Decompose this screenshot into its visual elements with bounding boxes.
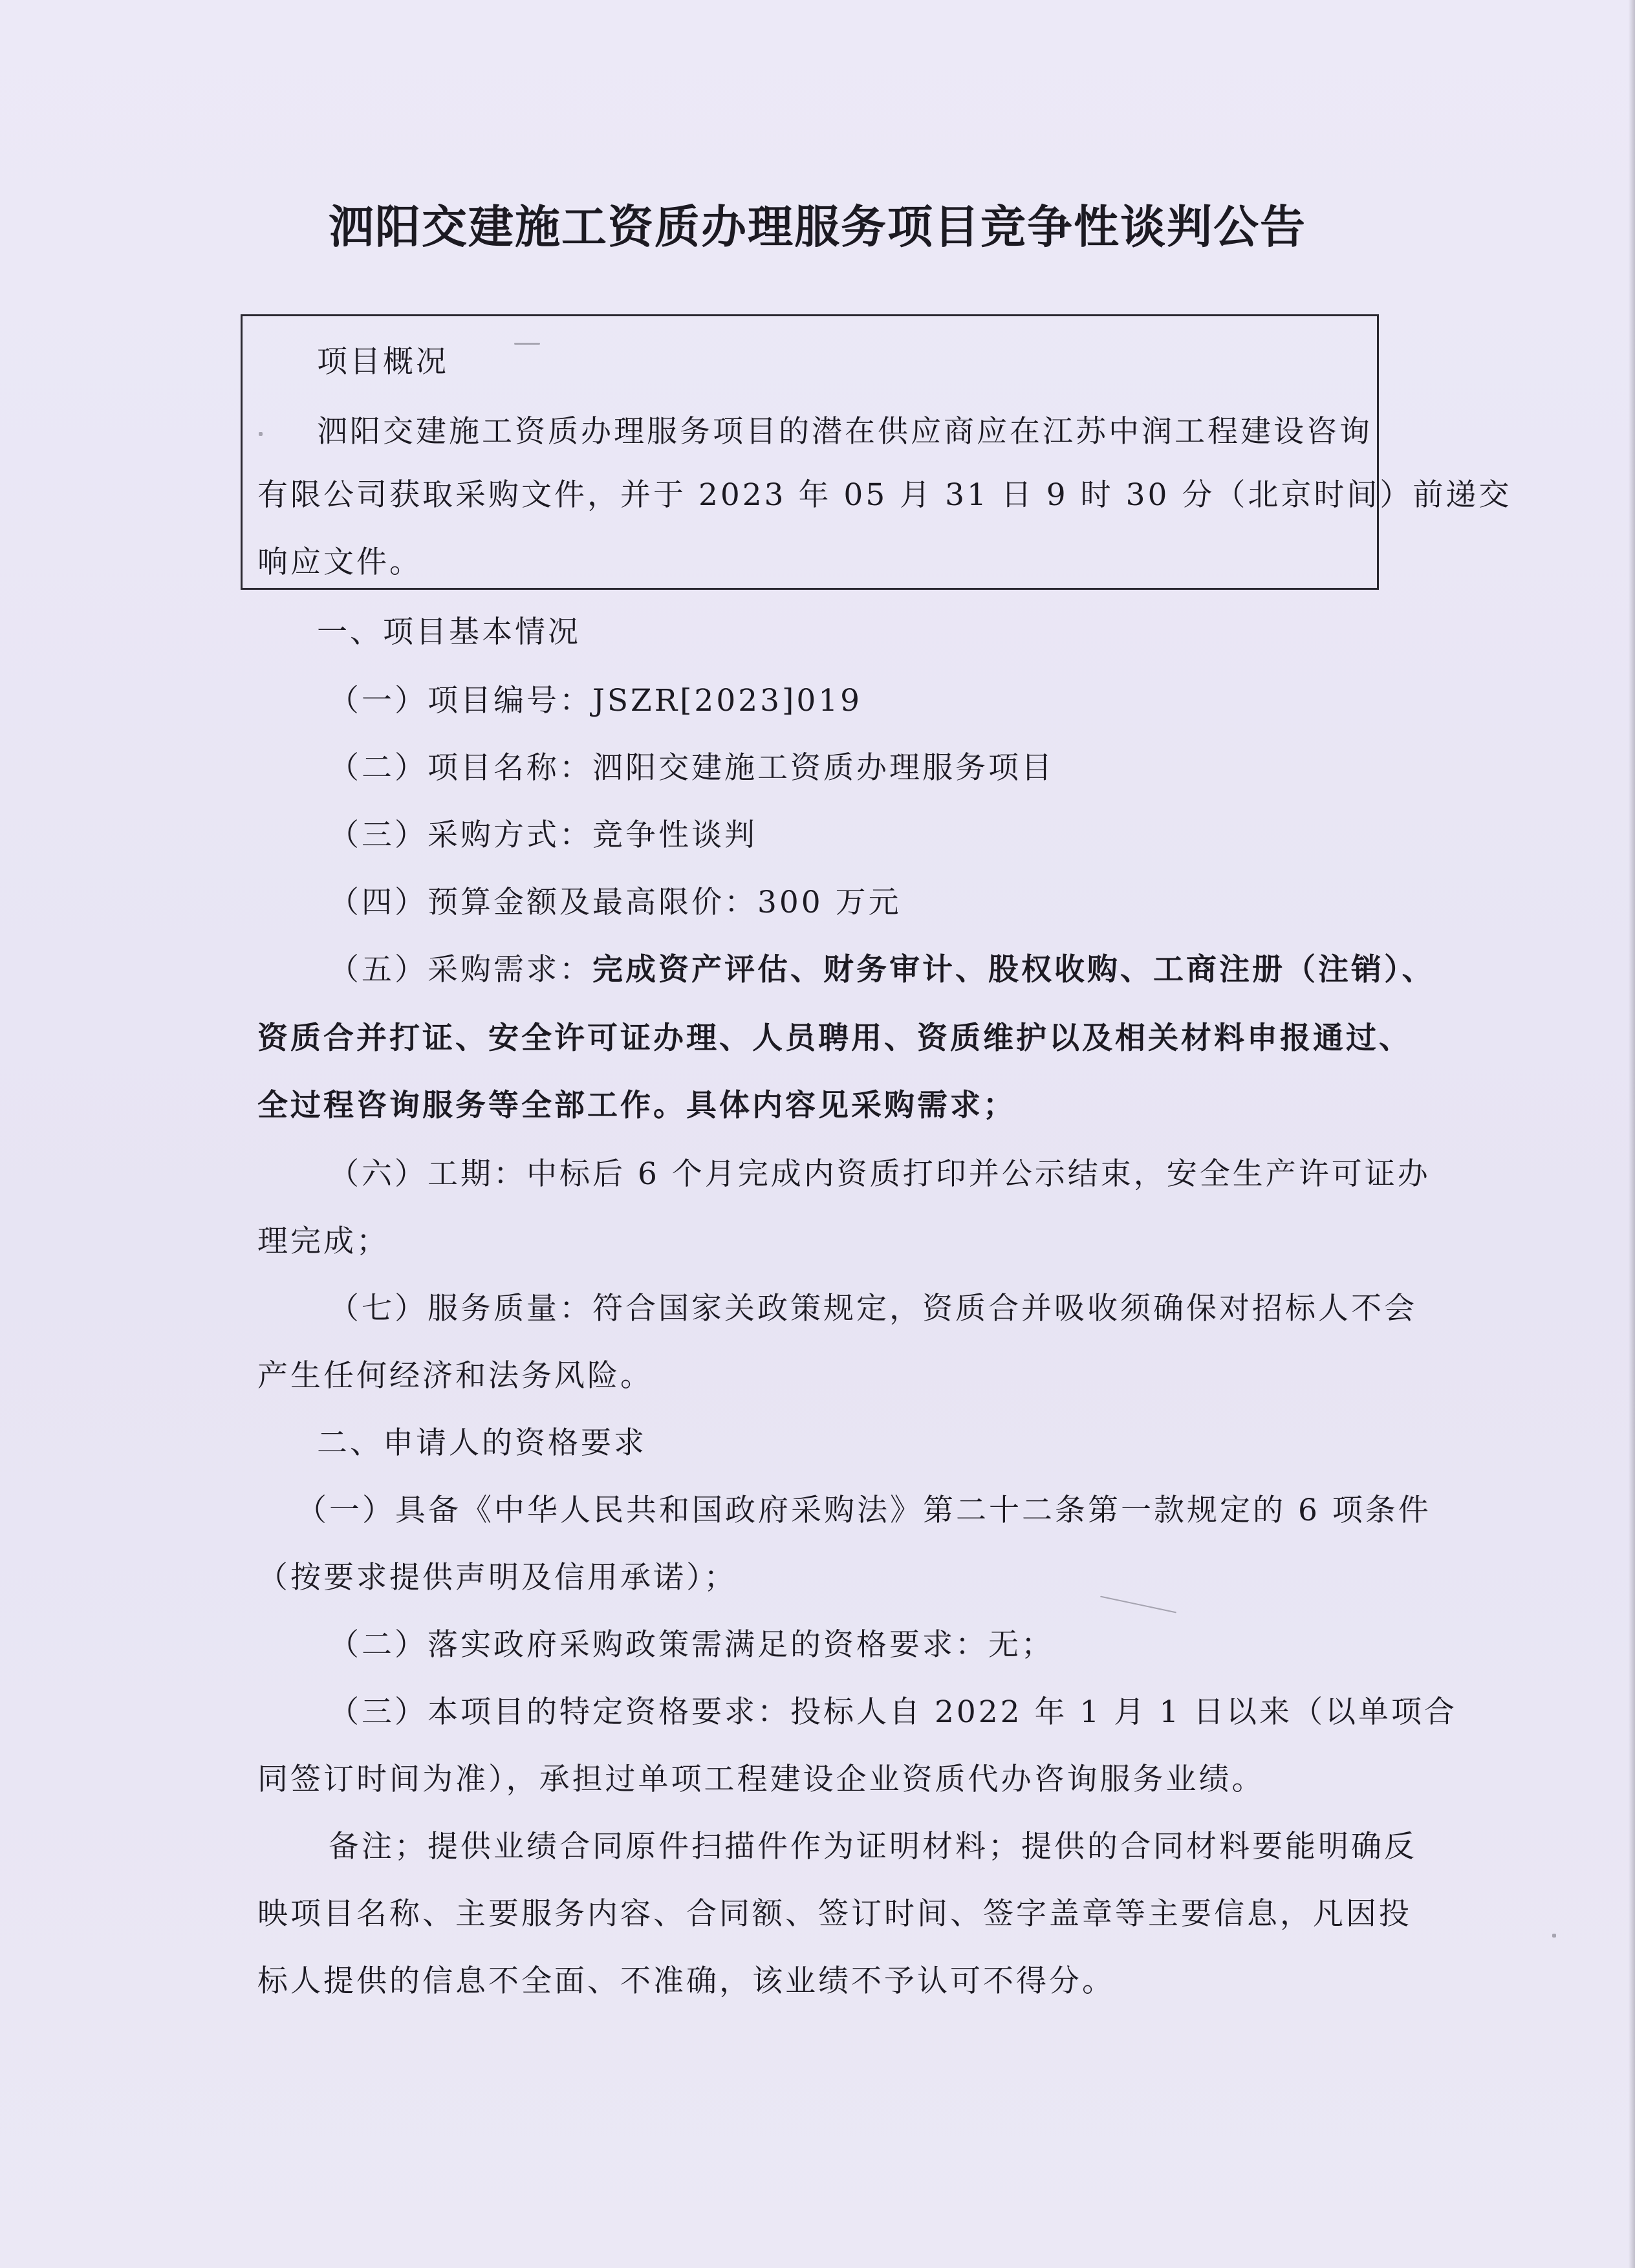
- section2-note-line-2: 映项目名称、主要服务内容、合同额、签订时间、签字盖章等主要信息，凡因投: [257, 1896, 1412, 1932]
- section1-item7-line-2: 产生任何经济和法务风险。: [257, 1358, 653, 1394]
- scan-speck: [259, 432, 263, 436]
- section1-item5-label: （五）采购需求：: [329, 952, 592, 988]
- section1-item7-line-1: （七）服务质量：符合国家关政策规定，资质合并吸收须确保对招标人不会: [329, 1291, 1417, 1326]
- section1-item5-text-2: 资质合并打证、安全许可证办理、人员聘用、资质维护以及相关材料申报通过、: [257, 1021, 1412, 1056]
- section1-item5: [329, 951, 1435, 989]
- scan-speck: [1552, 1934, 1556, 1938]
- scan-speck: [1100, 1596, 1176, 1614]
- section2-note-line-3: 标人提供的信息不全面、不准确，该业绩不予认可不得分。: [257, 1963, 1115, 1999]
- section2-item1-line-1: （一）具备《中华人民共和国政府采购法》第二十二条第一款规定的 6 项条件: [296, 1493, 1431, 1528]
- section2-heading: 二、申请人的资格要求: [317, 1425, 647, 1461]
- section1-item5-text-3: 全过程咨询服务等全部工作。具体内容见采购需求；: [257, 1088, 1016, 1123]
- section1-item6-line-2: 理完成；: [257, 1224, 389, 1259]
- section2-item3-line-2: 同签订时间为准），承担过单项工程建设企业资质代办咨询服务业绩。: [257, 1762, 1265, 1797]
- section1-item4: （四）预算金额及最高限价：300 万元: [329, 885, 902, 920]
- section2-item2: （二）落实政府采购政策需满足的资格要求：无；: [329, 1627, 1054, 1663]
- section2-note-line-1: 备注；提供业绩合同原件扫描件作为证明材料；提供的合同材料要能明确反: [329, 1829, 1417, 1864]
- section1-item5-text-1: 完成资产评估、财务审计、股权收购、工商注册（注销）、: [592, 952, 1435, 988]
- page-edge-shadow: [1629, 0, 1635, 2268]
- section2-item3-line-1: （三）本项目的特定资格要求：投标人自 2022 年 1 月 1 日以来（以单项合: [329, 1694, 1458, 1730]
- section1-item3: （三）采购方式：竞争性谈判: [329, 817, 757, 853]
- overview-line-1: 泗阳交建施工资质办理服务项目的潜在供应商应在江苏中润工程建设咨询: [317, 414, 1372, 449]
- section1-item1: （一）项目编号：JSZR[2023]019: [329, 683, 863, 718]
- document-title: 泗阳交建施工资质办理服务项目竞争性谈判公告: [329, 200, 1306, 254]
- scan-speck: [514, 343, 540, 345]
- overview-heading: 项目概况: [317, 344, 449, 380]
- section1-item2: （二）项目名称：泗阳交建施工资质办理服务项目: [329, 750, 1054, 786]
- section2-item1-line-2: （按要求提供声明及信用承诺）；: [257, 1560, 737, 1595]
- section1-heading: 一、项目基本情况: [317, 614, 581, 650]
- section1-item6-line-1: （六）工期：中标后 6 个月完成内资质打印并公示结束，安全生产许可证办: [329, 1156, 1431, 1192]
- overview-line-2: 有限公司获取采购文件，并于 2023 年 05 月 31 日 9 时 30 分（北京时间）前递交: [257, 477, 1512, 513]
- overview-line-3: 响应文件。: [257, 545, 422, 580]
